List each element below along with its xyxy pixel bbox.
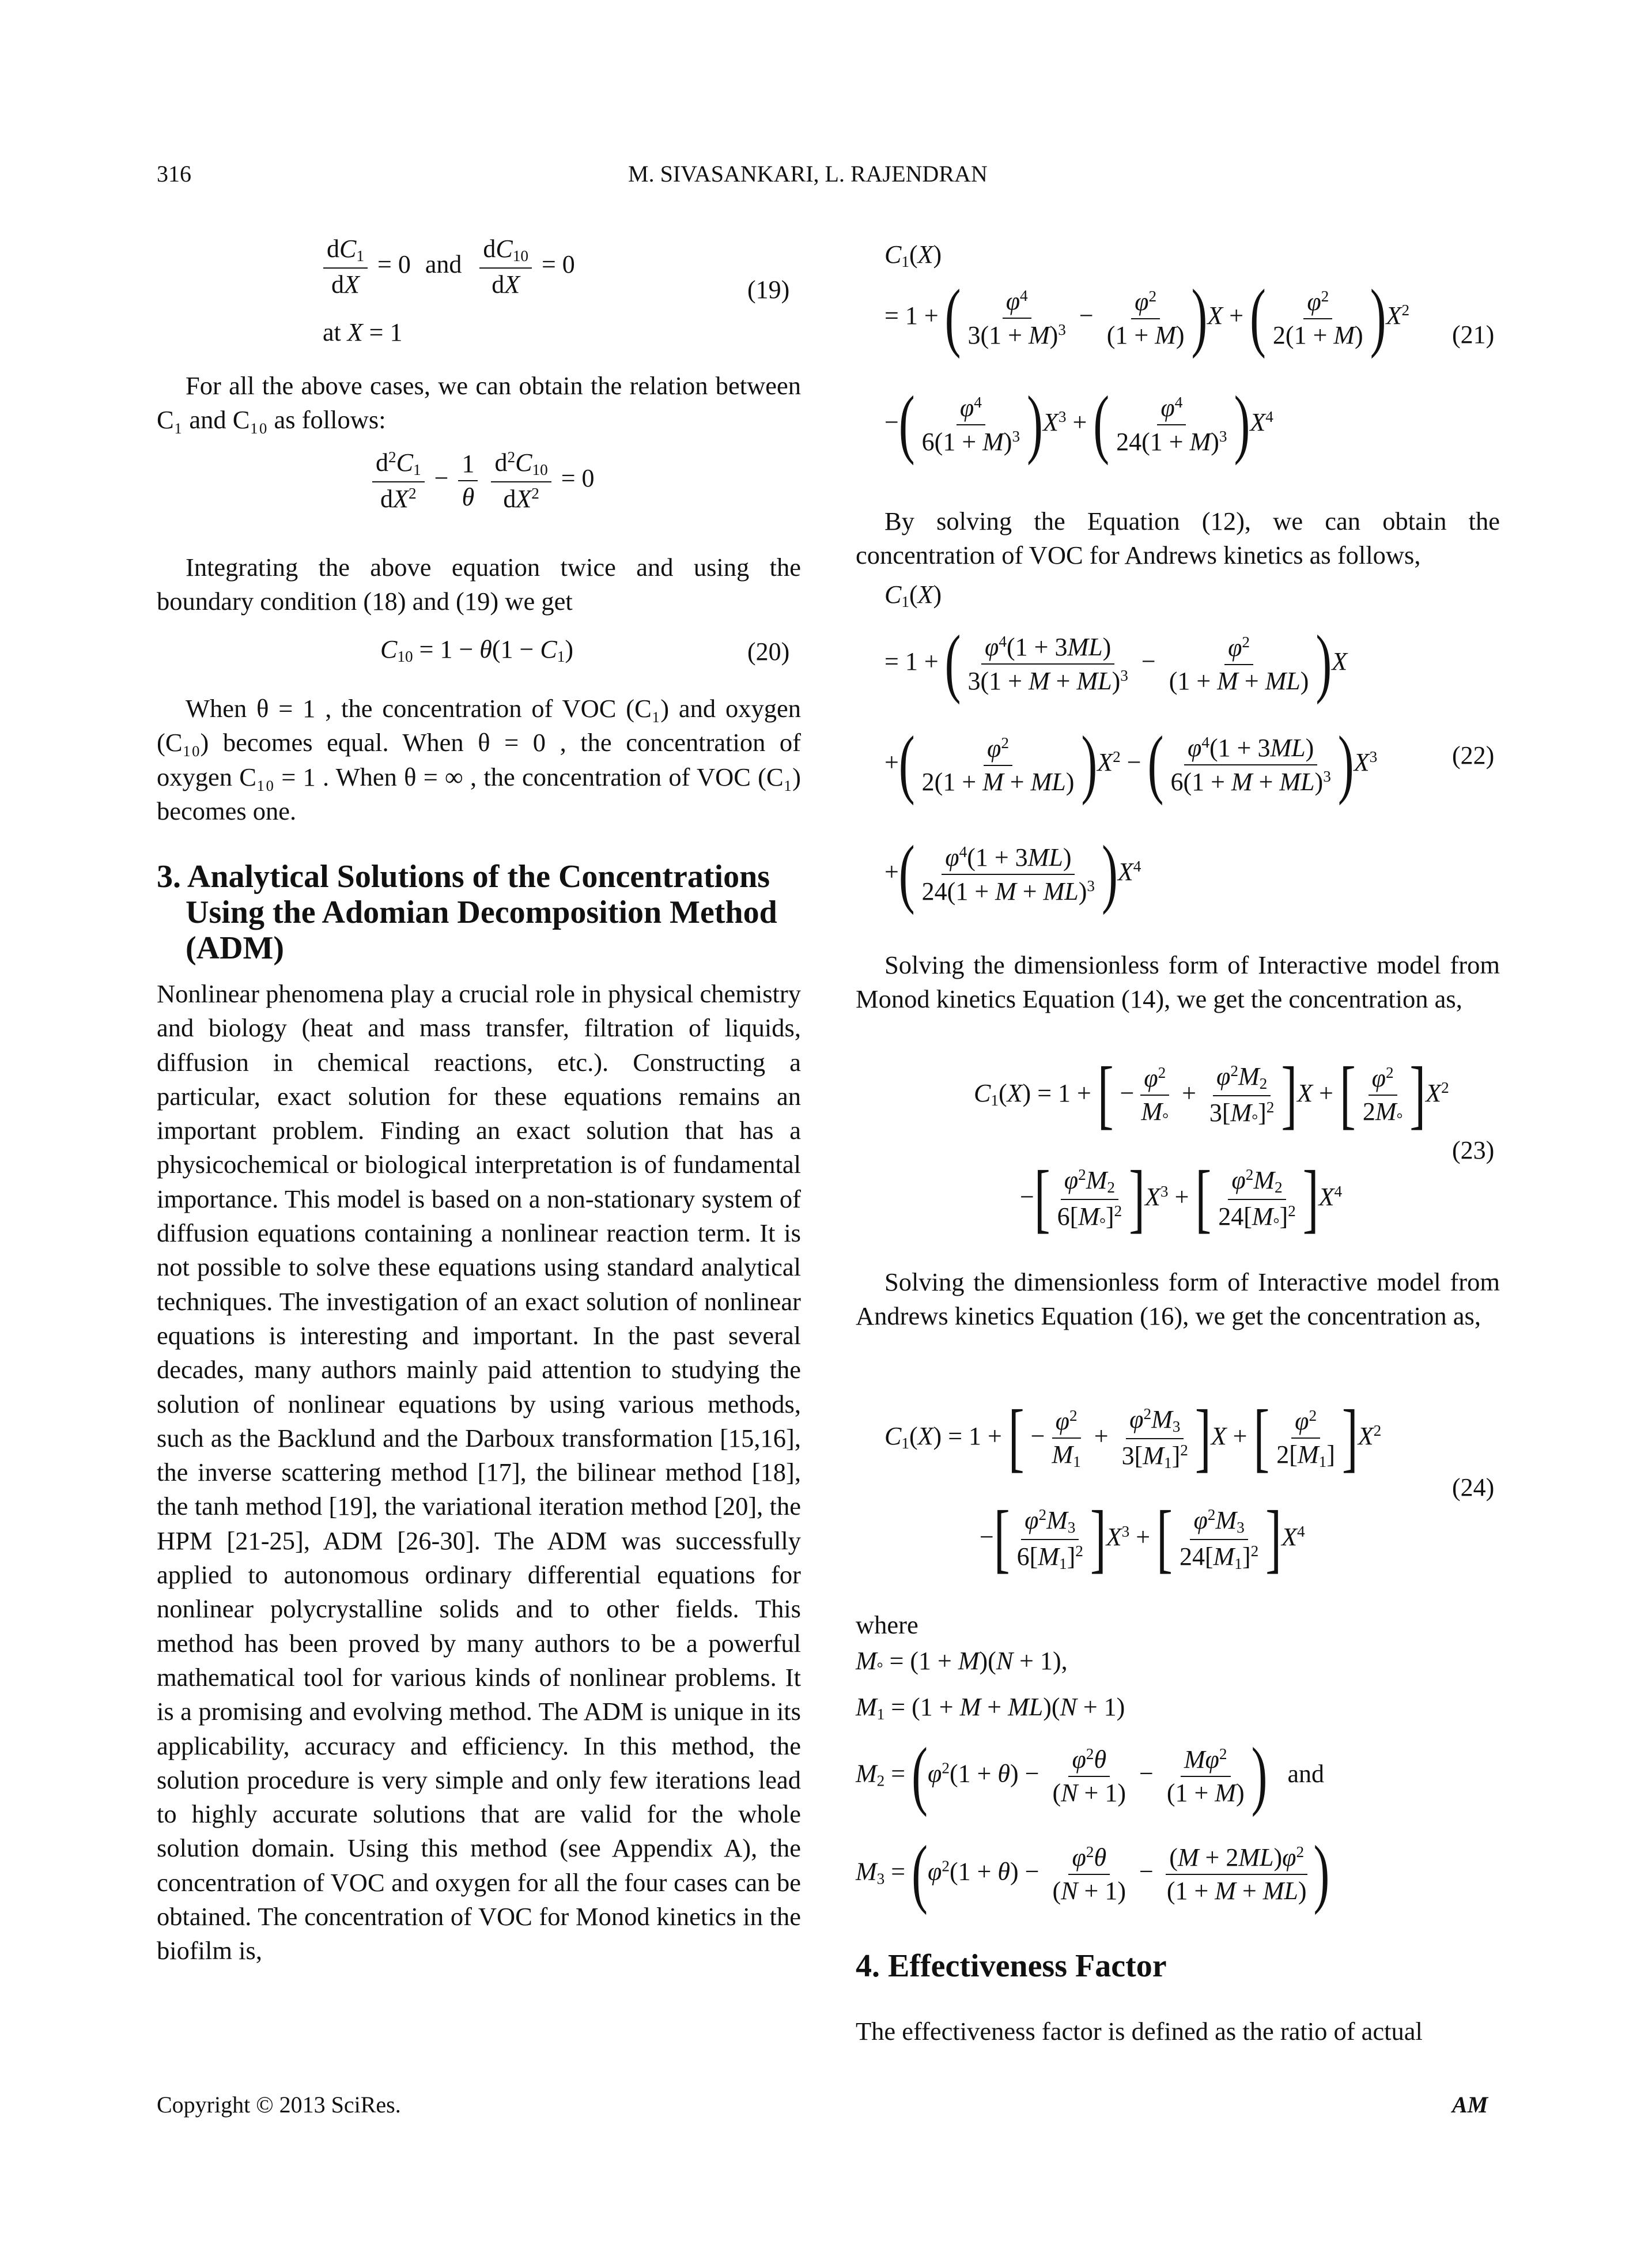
equation-relation: $\frac{d^2C_1}{dX^2}$ − $\frac{1}{\theta}$ $\frac{d^2C_{10}}{dX^2}$ = 0 [369, 450, 595, 512]
equation-20: $C_{10} = 1 - \theta(1 - C_1)$ [380, 635, 574, 665]
definition-m2: $M_2 = (\varphi^2(1 + \theta)$ − $\frac{\varphi^2\theta}{(N + 1)}$ − $\frac{M\varphi^2}{(1 + M)}$ ) and [856, 1733, 1324, 1818]
m2-and: and [1287, 1759, 1324, 1788]
footer-copyright: Copyright © 2013 SciRes. [157, 2092, 401, 2118]
equation-22-lhs: $C_1(X)$ [884, 580, 942, 610]
equation-22-line2: +( $\frac{\varphi^2}{2(1 + M + ML)}$ )$X^2$ − ( $\frac{\varphi^4(1 + 3ML)}{6(1 + M + ML)^3}$ )$X^3$ [884, 722, 1378, 807]
equation-22-line1: = 1 + ( $\frac{\varphi^4(1 + 3ML)}{3(1 + M + ML)^3}$ − $\frac{\varphi^2}{(1 + M + ML)}$ )X [884, 621, 1348, 706]
paragraph-monod-interactive: Solving the dimensionless form of Interactive model from Monod kinetics Equation (14), we get the concentration as, [856, 950, 1500, 1014]
paragraph-when-theta: When θ = 1 , the concentration of VOC (C₁) and oxygen (C₁₀) becomes equal. When θ = 0 , the concentration of oxygen C₁₀ = 1 . When θ = ∞ , the concentration of VOC (C₁) becomes one. [157, 694, 801, 825]
section-3-heading: 3. Analytical Solutions of the Concentrations Using the Adomian Decomposition Method (ADM) [157, 859, 777, 966]
equation-number-24: (24) [1452, 1473, 1495, 1501]
running-header-authors: M. SIVASANKARI, L. RAJENDRAN [628, 161, 988, 187]
definition-m0: $M^\circ = (1 + M)(N + 1)$, [856, 1647, 1068, 1677]
definition-m1: $M_1 = (1 + M + ML)(N + 1)$ [856, 1693, 1125, 1723]
equation-23-line2: −[ $\frac{\varphi^2M_2}{6[M^\circ]^2}$ ]$X^3$ + [ $\frac{\varphi^2M_2}{24[M^\circ]^2}$ ]$X^4$ [1020, 1156, 1343, 1242]
section-4-heading: 4. Effectiveness Factor [856, 1948, 1167, 1984]
equation-19-condition: at X = 1 [323, 318, 403, 346]
equation-24-line1: $C_1(X) = 1$ + [ − $\frac{\varphi^2}{M_1}$ + $\frac{\varphi^2M_3}{3[M_1]^2}$ ]X + [ $\frac{\varphi^2}{2[M_1]}$ ]$X^2$ [884, 1395, 1382, 1481]
definition-m3: $M_3 = (\varphi^2(1 + \theta)$ − $\frac{\varphi^2\theta}{(N + 1)}$ − $\frac{(M + 2ML)\varphi^2}{(1 + M + ML)}$ ) [856, 1831, 1330, 1916]
equation-22-line3: +( $\frac{\varphi^4(1 + 3ML)}{24(1 + M + ML)^3}$ )$X^4$ [884, 831, 1141, 916]
paragraph-relation: For all the above cases, we can obtain the relation between C₁ and C₁₀ as follows: [157, 371, 801, 435]
eq19-and: and [425, 250, 462, 279]
paragraph-andrews-interactive: Solving the dimensionless form of Interactive model from Andrews kinetics Equation (16), we get the concentration as, [856, 1267, 1500, 1331]
equation-number-23: (23) [1452, 1136, 1495, 1164]
where-label: where [856, 1610, 918, 1639]
equation-number-19: (19) [747, 276, 790, 304]
paragraph-effectiveness: The effectiveness factor is defined as the ratio of actual [856, 2017, 1423, 2046]
paragraph-andrews: By solving the Equation (12), we can obtain the concentration of VOC for Andrews kinetics as follows, [856, 507, 1500, 570]
equation-number-20: (20) [747, 637, 790, 666]
equation-21-line2: −( $\frac{\varphi^4}{6(1 + M)^3}$ )$X^3$ + ( $\frac{\varphi^4}{24(1 + M)^3}$ )$X^4$ [884, 382, 1273, 467]
equation-23-line1: $C_1(X) = 1$ + [ − $\frac{\varphi^2}{M^\circ}$ + $\frac{\varphi^2M_2}{3[M^\circ]^2}$ ]X + [ $\frac{\varphi^2}{2M^\circ}$ ]$X^2$ [974, 1052, 1449, 1138]
paragraph-integrating: Integrating the above equation twice and using the boundary condition (18) and (19) we get [157, 553, 801, 616]
equation-number-22: (22) [1452, 741, 1495, 769]
footer-journal: AM [1452, 2092, 1488, 2118]
equation-19: $\frac{dC_1}{dX}$ = 0 and $\frac{dC_{10}}{dX}$ = 0 [320, 236, 575, 297]
equation-number-21: (21) [1452, 320, 1495, 349]
equation-21-line1: = 1 + ( $\frac{\varphi^4}{3(1 + M)^3}$ − $\frac{\varphi^2}{(1 + M)}$ )X + ( $\frac{\varphi^2}{2(1 + M)}$ )$X^2$ [884, 275, 1410, 360]
page-number: 316 [157, 161, 191, 187]
paragraph-nonlinear-phenomena: Nonlinear phenomena play a crucial role in physical chemistry and biology (heat and mass transfer, filtration of liquids, diffusion in chemical reactions, etc.). Constructing a particular, exact solution for these equations remains an important problem. Finding an exact solution that has a physicochemical or biological interpretation is of fundamental importance. This model is based on a non-stationary system of diffusion equations containing a nonlinear reaction term. It is not possible to solve these equations using standard analytical techniques. The investigation of an exact solution of nonlinear equations is interesting and important. In the past several decades, many authors mainly paid attention to studying the solution of nonlinear equations by using various methods, such as the Backlund and the Darboux transformation [15,16], the inverse scattering method [17], the bilinear method [18], the tanh method [19], the variational iteration method [20], the HPM [21-25], ADM [26-30]. The ADM was successfully applied to autonomous ordinary differential equations for nonlinear polycrystalline solids and to other fields. This method has been proved by many authors to be a powerful mathematical tool for various kinds of nonlinear problems. It is a promising and evolving method. The ADM is unique in its applicability, accuracy and efficiency. In this method, the solution procedure is very simple and only few iterations lead to highly accurate solutions that are valid for the whole solution domain. Using this method (see Appendix A), the concentration of VOC and oxygen for all the four cases can be obtained. The concentration of VOC for Monod kinetics in the biofilm is, [157, 979, 801, 1965]
equation-24-line2: −[ $\frac{\varphi^2M_3}{6[M_1]^2}$ ]$X^3$ + [ $\frac{\varphi^2M_3}{24[M_1]^2}$ ]$X^4$ [980, 1496, 1305, 1582]
equation-21-lhs: $C_1(X)$ [884, 240, 942, 270]
